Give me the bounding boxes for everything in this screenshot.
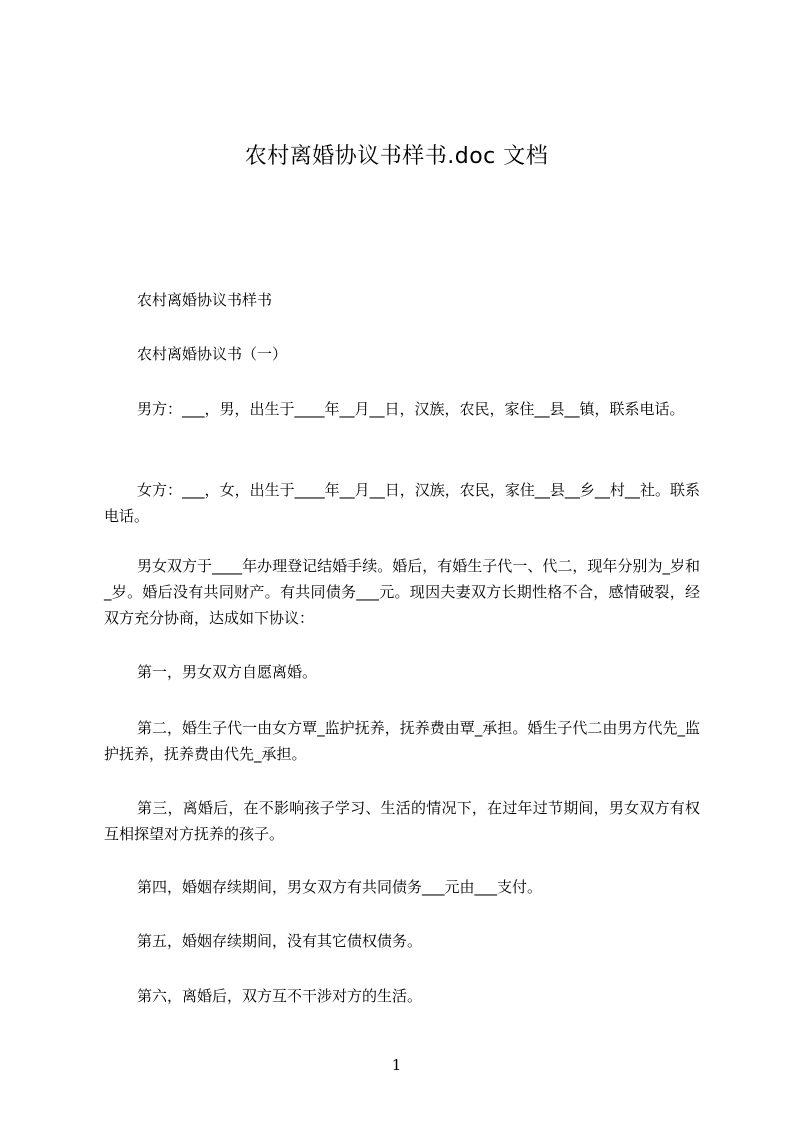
paragraph-subtitle: 农村离婚协议书样书 [137, 291, 273, 309]
clause-4: 第四，婚姻存续期间，男女双方有共同债务___元由___支付。 [137, 878, 543, 896]
clause-1: 第一，男女双方自愿离婚。 [137, 663, 318, 681]
clause-2: 第二，婚生子代一由女方覃_监护抚养，抚养费由覃_承担。婚生子代二由男方代先_监护抚养，抚养费由代先_承担。 [104, 719, 700, 763]
clause-5: 第五，婚姻存续期间，没有其它债权债务。 [137, 932, 423, 950]
page-number: 1 [391, 1056, 402, 1074]
paragraph-heading: 农村离婚协议书（一） [137, 345, 288, 363]
clause-6: 第六，离婚后，双方互不干涉对方的生活。 [137, 987, 423, 1005]
paragraph-background: 男女双方于____年办理登记结婚手续。婚后，有婚生子代一、代二，现年分别为_岁和_岁。婚后没有共同财产。有共同债务___元。现因夫妻双方长期性格不合，感情破裂，经双方充分协商，达成如下协议： [104, 557, 700, 627]
paragraph-male-party: 男方：___，男，出生于____年__月__日，汉族，农民，家住__县__镇，联系电话。 [137, 400, 685, 418]
document-title: 农村离婚协议书样书.doc 文档 [244, 144, 549, 169]
paragraph-female-party: 女方：___，女，出生于____年__月__日，汉族，农民，家住__县__乡__村__社。联系电话。 [104, 481, 700, 525]
clause-3: 第三，离婚后，在不影响孩子学习、生活的情况下，在过年过节期间，男女双方有权互相探望对方抚养的孩子。 [104, 799, 700, 843]
